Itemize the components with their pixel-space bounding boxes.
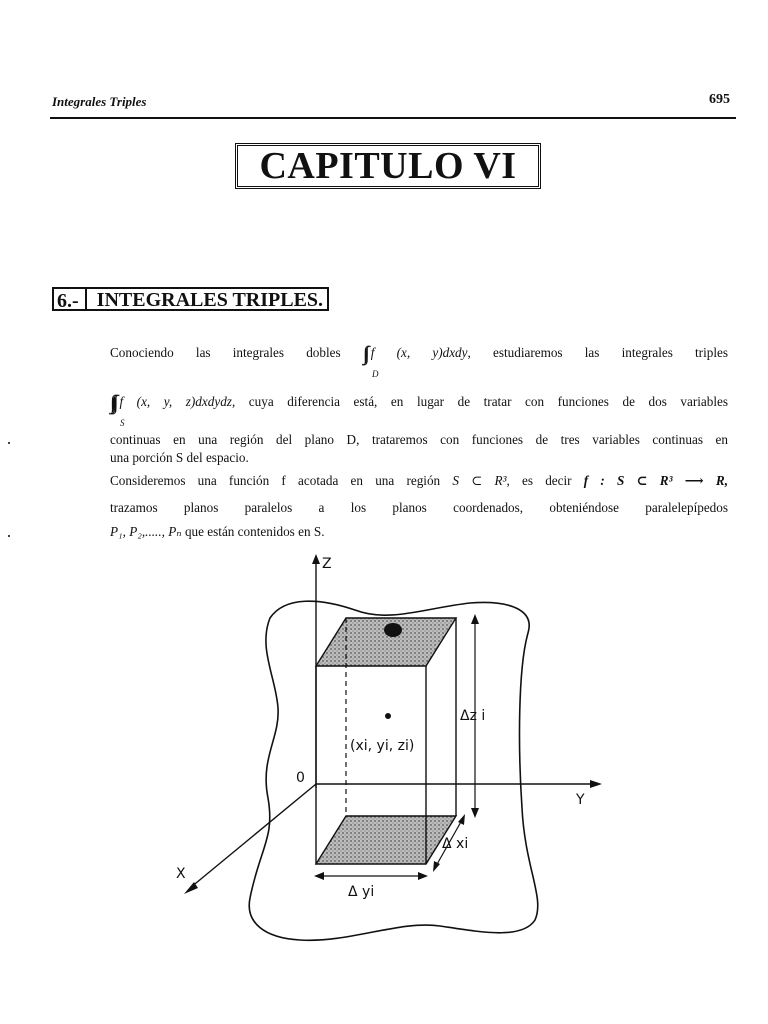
paragraph-line-7 [110, 523, 728, 541]
delta-z-arrow-top [471, 614, 479, 624]
triple-integral: ∫∫∫ f (x, y, z)dxdydz [110, 392, 232, 414]
double-integral-expr: f (x, y)dxdy [370, 345, 468, 360]
z-axis-arrow [312, 554, 320, 564]
paragraph-line-2 [110, 393, 728, 412]
section-title: INTEGRALES TRIPLES. [87, 287, 329, 311]
chapter-title [235, 143, 541, 189]
parallelepiped-figure [150, 548, 585, 958]
set-inclusion: S ⊂ R³ [452, 473, 507, 488]
figure-svg [150, 548, 585, 958]
page-header [52, 92, 736, 114]
sample-point [385, 713, 391, 719]
function-map: f : S ⊂ R³ ⟶ R, [583, 473, 728, 488]
paragraph-line-1 [110, 344, 728, 363]
x-axis [190, 784, 316, 888]
margin-mark [8, 442, 10, 444]
section-heading [52, 286, 329, 312]
triple-integral-expr: f (x, y, z)dxdydz [119, 394, 232, 409]
header-rule [50, 117, 736, 119]
delta-y-arrow [314, 872, 324, 880]
delta-x-arrow [433, 861, 440, 872]
axis-label-y: Y [576, 792, 585, 808]
delta-z-arrow-bottom [471, 808, 479, 818]
double-integral: ∫∫ f (x, y)dxdy [362, 343, 468, 365]
delta-y-label: Δ yi [348, 884, 375, 900]
triple-integral-region: S [120, 418, 125, 428]
chapter-title-text: CAPITULO VI [259, 145, 517, 187]
delta-y-arrow [418, 872, 428, 880]
paragraph-line-6: trazamos planos paralelos a los planos coordenados, obteniéndose paralelepípedos [110, 500, 728, 515]
axis-label-x: X [176, 866, 186, 882]
axis-label-z: Z [322, 556, 332, 572]
double-integral-region: D [372, 369, 379, 379]
y-axis-arrow [590, 780, 602, 788]
point-label: (xi, yi, zi) [350, 738, 415, 754]
page-number: 695 [709, 92, 730, 107]
text-intro: Conociendo las integrales dobles [110, 345, 341, 360]
paragraph-line-3: continuas en una región del plano D, trataremos con funciones de tres variables continuas en [110, 432, 728, 447]
paragraph-line-5 [110, 472, 728, 490]
section-number: 6.- [52, 287, 87, 311]
margin-mark [8, 535, 10, 537]
text-after-triple: , cuya diferencia está, en lugar de tratar con funciones de dos variables [231, 394, 728, 409]
text-after-double: , estudiaremos las integrales triples [467, 345, 728, 360]
origin-label: 0 [296, 770, 305, 786]
text-es-decir: , es decir [506, 473, 572, 488]
delta-x-label: Δ xi [442, 836, 469, 852]
text-contained: que están contenidos en S. [184, 524, 325, 539]
parallelepipeds-list: P₁, P₂,....., Pₙ [110, 524, 182, 539]
delta-z-label: Δz i [460, 708, 486, 724]
text-consider: Consideremos una función f acotada en una región [110, 473, 441, 488]
running-title: Integrales Triples [52, 94, 147, 109]
box-top-face [316, 618, 456, 666]
paragraph-line-4: una porción S del espacio. [110, 450, 249, 465]
blot [384, 623, 402, 637]
delta-x-arrow [458, 814, 465, 825]
box-bottom-face [316, 816, 456, 864]
